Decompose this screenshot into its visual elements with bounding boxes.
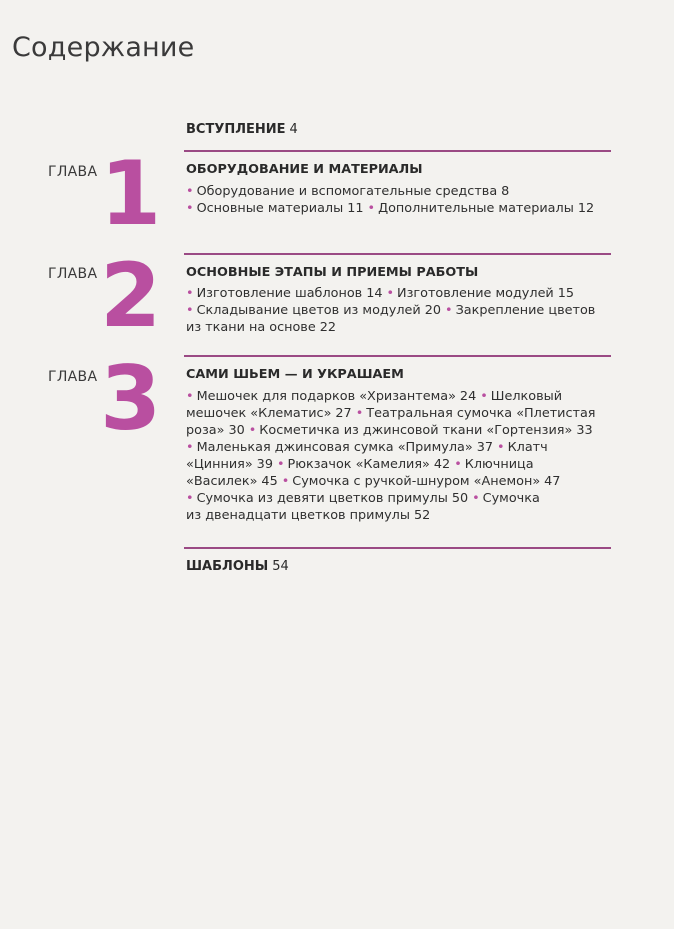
chapter-1-title[interactable]: ОБОРУДОВАНИЕ И МАТЕРИАЛЫ <box>186 162 423 177</box>
toc-entry[interactable]: Театральная сумочка «Плетистая <box>366 406 596 421</box>
chapter-2-word: ГЛАВА <box>48 266 98 282</box>
chapter-3-number: 3 <box>100 347 162 450</box>
toc-page: 33 <box>576 423 593 438</box>
toc-page: 42 <box>433 457 451 472</box>
chapter-2-title[interactable]: ОСНОВНЫЕ ЭТАПЫ И ПРИЕМЫ РАБОТЫ <box>186 265 479 280</box>
toc-line: роза» 30 • Косметичка из джинсовой ткани «Гортензия» 33 <box>186 423 593 438</box>
intro-label: ВСТУПЛЕНИЕ <box>186 122 286 137</box>
toc-page: 24 <box>459 389 477 404</box>
toc-entry[interactable]: Сумочка из девяти цветков примулы <box>196 491 448 506</box>
toc-line: мешочек «Клематис» 27 • Театральная сумочка «Плетистая <box>186 406 596 421</box>
toc-line <box>186 319 610 336</box>
toc-entry[interactable]: «Цинния» <box>186 457 253 472</box>
toc-page: 20 <box>424 303 441 318</box>
toc-templates[interactable] <box>186 559 289 574</box>
toc-entry[interactable]: Оборудование и вспомогательные средства <box>196 184 498 199</box>
toc-line: • Мешочек для подарков «Хризантема» 24 • Шелковый <box>186 389 563 404</box>
toc-entry[interactable]: роза» <box>186 423 225 438</box>
chapter-1-word: ГЛАВА <box>48 164 98 180</box>
toc-page: 37 <box>476 440 493 455</box>
toc-entry[interactable]: Закрепление цветов <box>455 303 596 318</box>
chapter-3-word: ГЛАВА <box>48 369 98 385</box>
chapter-2-number: 2 <box>100 244 162 347</box>
toc-line: «Цинния» 39 • Рюкзачок «Камелия» 42 • Ключница <box>186 457 534 472</box>
toc-intro[interactable] <box>186 122 298 137</box>
toc-line: • Сумочка из девяти цветков примулы 50 • Сумочка <box>186 491 540 506</box>
toc-entry[interactable]: Шелковый <box>490 389 563 404</box>
toc-entry[interactable]: Изготовление модулей <box>397 286 554 301</box>
toc-page: 8 <box>501 184 510 199</box>
toc-entry[interactable]: Косметичка из джинсовой ткани «Гортензия» <box>259 423 573 438</box>
toc-entry[interactable]: Ключница <box>464 457 534 472</box>
templates-page: 54 <box>272 559 289 574</box>
toc-line: • Складывание цветов из модулей 20 • Закрепление цветов <box>186 303 596 318</box>
chapter-3-entries <box>186 388 610 524</box>
toc-line: • Оборудование и вспомогательные средства 8 <box>186 184 510 199</box>
toc-entry[interactable]: Мешочек для подарков «Хризантема» <box>196 389 456 404</box>
toc-line: • Изготовление шаблонов 14 • Изготовление модулей 15 <box>186 286 575 301</box>
chapter-1-rule <box>184 150 611 152</box>
page-title: Содержание <box>12 32 195 63</box>
toc-entry[interactable]: Рюкзачок «Камелия» <box>287 457 430 472</box>
toc-page: 22 <box>319 320 337 335</box>
toc-page: 14 <box>366 286 383 301</box>
toc-entry[interactable]: Дополнительные материалы <box>378 201 574 216</box>
toc-page: 45 <box>261 474 278 489</box>
toc-entry[interactable]: Складывание цветов из модулей <box>196 303 421 318</box>
toc-entry[interactable]: из двенадцати цветков примулы <box>186 508 410 523</box>
toc-page: 52 <box>413 508 431 523</box>
toc-page: 30 <box>228 423 245 438</box>
toc-line: «Василек» 45 • Сумочка с ручкой-шнуром «Анемон» 47 <box>186 474 561 489</box>
templates-rule <box>184 547 611 549</box>
intro-page: 4 <box>289 122 298 137</box>
chapter-3-rule <box>184 355 611 357</box>
toc-page: 27 <box>335 406 352 421</box>
chapter-3-title[interactable]: САМИ ШЬЕМ — И УКРАШАЕМ <box>186 367 404 382</box>
toc-page: 39 <box>256 457 273 472</box>
toc-page: 50 <box>451 491 469 506</box>
toc-entry[interactable]: Клатч <box>507 440 548 455</box>
chapter-1-entries <box>186 183 610 217</box>
toc-entry[interactable]: Сумочка с ручкой-шнуром «Анемон» <box>292 474 541 489</box>
chapter-2-rule <box>184 253 611 255</box>
toc-line <box>186 507 610 524</box>
toc-page: 47 <box>544 474 561 489</box>
toc-entry[interactable]: Изготовление шаблонов <box>196 286 363 301</box>
chapter-1-number: 1 <box>100 142 162 245</box>
toc-entry[interactable]: из ткани на основе <box>186 320 316 335</box>
toc-entry[interactable]: «Василек» <box>186 474 258 489</box>
chapter-2-entries <box>186 285 610 336</box>
toc-entry[interactable]: Основные материалы <box>196 201 344 216</box>
toc-entry[interactable]: Маленькая джинсовая сумка «Примула» <box>196 440 473 455</box>
toc-line: • Основные материалы 11 • Дополнительные материалы 12 <box>186 201 595 216</box>
toc-page: 12 <box>577 201 595 216</box>
toc-line: • Маленькая джинсовая сумка «Примула» 37 • Клатч <box>186 440 548 455</box>
toc-page: 11 <box>347 201 364 216</box>
toc-entry[interactable]: мешочек «Клематис» <box>186 406 332 421</box>
templates-label: ШАБЛОНЫ <box>186 559 269 574</box>
toc-page: 15 <box>557 286 575 301</box>
toc-entry[interactable]: Сумочка <box>482 491 540 506</box>
